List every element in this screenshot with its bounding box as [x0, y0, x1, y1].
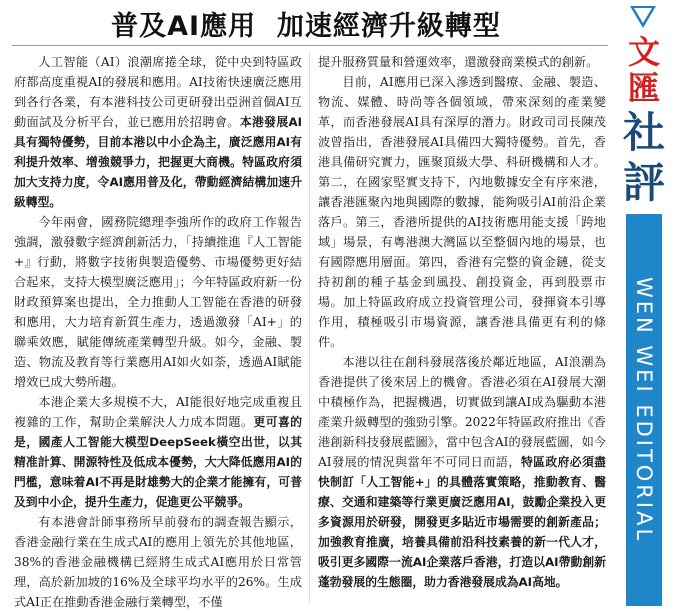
paragraph-3-bold: 更可喜的是，國產人工智能大模型DeepSeek橫空出世，以其精准計算、開源特性及低成本優勢，大大降低應用AI的門檻，意味着AI不再是財雄勢大的企業才能擁有，可普及到中小企，提升生產力，促進更公平競爭。	[14, 415, 302, 509]
paragraph-4: 有本港會計師事務所早前發布的調查報告顯示，香港金融行業在生成式AI的應用上領先於其他地區，38%的香港金融機構已經將生成式AI應用於日常管理，高於新加坡的16%及全球平均水平的26%。生成式AI正在推動香港金融行業轉型，不僅	[14, 515, 302, 609]
section-title	[620, 108, 668, 208]
paragraph-7-text: 本港以往在創科發展落後於鄰近地區，AI浪潮為香港提供了後來居上的機會。香港必須在AI發展大潮中積極作為，把握機遇，切實做到讓AI成為驅動本港產業升級轉型的強勁引擎。2022年特區政府推出《香港創新科技發展藍圖》，當中包含AI的發展藍圖，如今AI發展的情況與當年不可同日而語，	[318, 355, 606, 469]
headline: 普及AI應用 加速經濟升級轉型	[111, 11, 501, 42]
brand-char-1: 文	[627, 33, 660, 71]
editorial-sidebar	[612, 0, 675, 613]
section-char-2: 評	[622, 158, 665, 207]
paragraph-6: 目前，AI應用已深入滲透到醫療、金融、製造、物流、媒體、時尚等各個領域，帶來深刻的產業變革，而香港發展AI具有深厚的潛力。財政司司長陳茂波曾指出，香港發展AI具備四大獨特優勢。首先，香港具備研究實力，匯聚頂級大學、科研機構和人才。第二，在國家堅實支持下，內地數據安全有序來港，讓香港匯聚內地與國際的數據，能夠吸引AI前沿企業落戶。第三，香港所提供的AI技術應用能支援「跨地域」場景，有粵港澳大灣區以至整個內地的場景，也有國際應用層面。第四，香港有完整的資金鏈，從支持初創的種子基金到風投、創投資金，再到股票市場。加上特區政府成立投資管理公司，發揮資本引導作用，積極吸引市場資源，讓香港具備更有利的條件。	[318, 75, 606, 349]
paragraph-2: 今年兩會，國務院總理李強所作的政府工作報告強調，激發數字經濟創新活力，「持續推進『人工智能+』行動，將數字技術與製造優勢、市場優勢更好結合起來，支持大模型廣泛應用」；今年特區政府新一份財政預算案也提出，全力推動人工智能在香港的研發和應用，大力培育新質生產力，透過激發「AI+」的聯乘效應，賦能傳統產業轉型升級。如今，金融、製造、物流及教育等行業應用AI如火如荼，透過AI賦能增效已成大勢所趨。	[14, 215, 302, 389]
column-divider	[309, 52, 310, 602]
headline-rule	[12, 45, 608, 46]
left-column	[14, 52, 302, 612]
paragraph-5: 提升服務質量和營運效率，還激發商業模式的創新。	[318, 55, 599, 69]
section-english-title: WEN WEI EDITORIAL	[632, 276, 656, 544]
paragraph-1-bold: 本港發展AI具有獨特優勢，目前本港以中小企為主，廣泛應用AI有利提升效率、增強競爭力，把握更大商機。特區政府須加大支持力度，令AI應用普及化，帶動經濟結構加速升級轉型。	[14, 115, 302, 209]
paragraph-3	[14, 392, 302, 512]
paragraph-3-text: 本港企業大多規模不大，AI能很好地完成重複且複雜的工作，幫助企業解決人力成本問題。	[14, 395, 302, 429]
paragraph-7-bold: 特區政府必須盡快制訂「人工智能+」的具體落實策略，推動教育、醫療、交通和建築等行業更廣泛應用AI，鼓勵企業投入更多資源用於研發，開發更多貼近市場需要的創新產品；加強教育推廣，培養具備前沿科技素養的新一代人才，吸引更多國際一流AI企業落戶香港，打造以AI帶動創新蓬勃發展的生態圈，助力香港發展成為AI高地。	[318, 455, 606, 589]
paragraph-7	[318, 352, 606, 592]
chevron-inner-icon	[634, 8, 652, 23]
section-char-1: 社	[622, 108, 665, 157]
paragraph-1-text: 人工智能（AI）浪潮席捲全球，從中央到特區政府都高度重視AI的發展和應用。AI技術快速廣泛應用到各行各業，有本港科技公司更研發出亞洲首個AI互動面試及分析平台，並已應用於招聘會。	[14, 55, 302, 129]
brand-char-2: 匯	[627, 69, 660, 107]
brand-logo	[624, 34, 664, 106]
paragraph-1	[14, 52, 302, 212]
right-column	[318, 52, 606, 592]
